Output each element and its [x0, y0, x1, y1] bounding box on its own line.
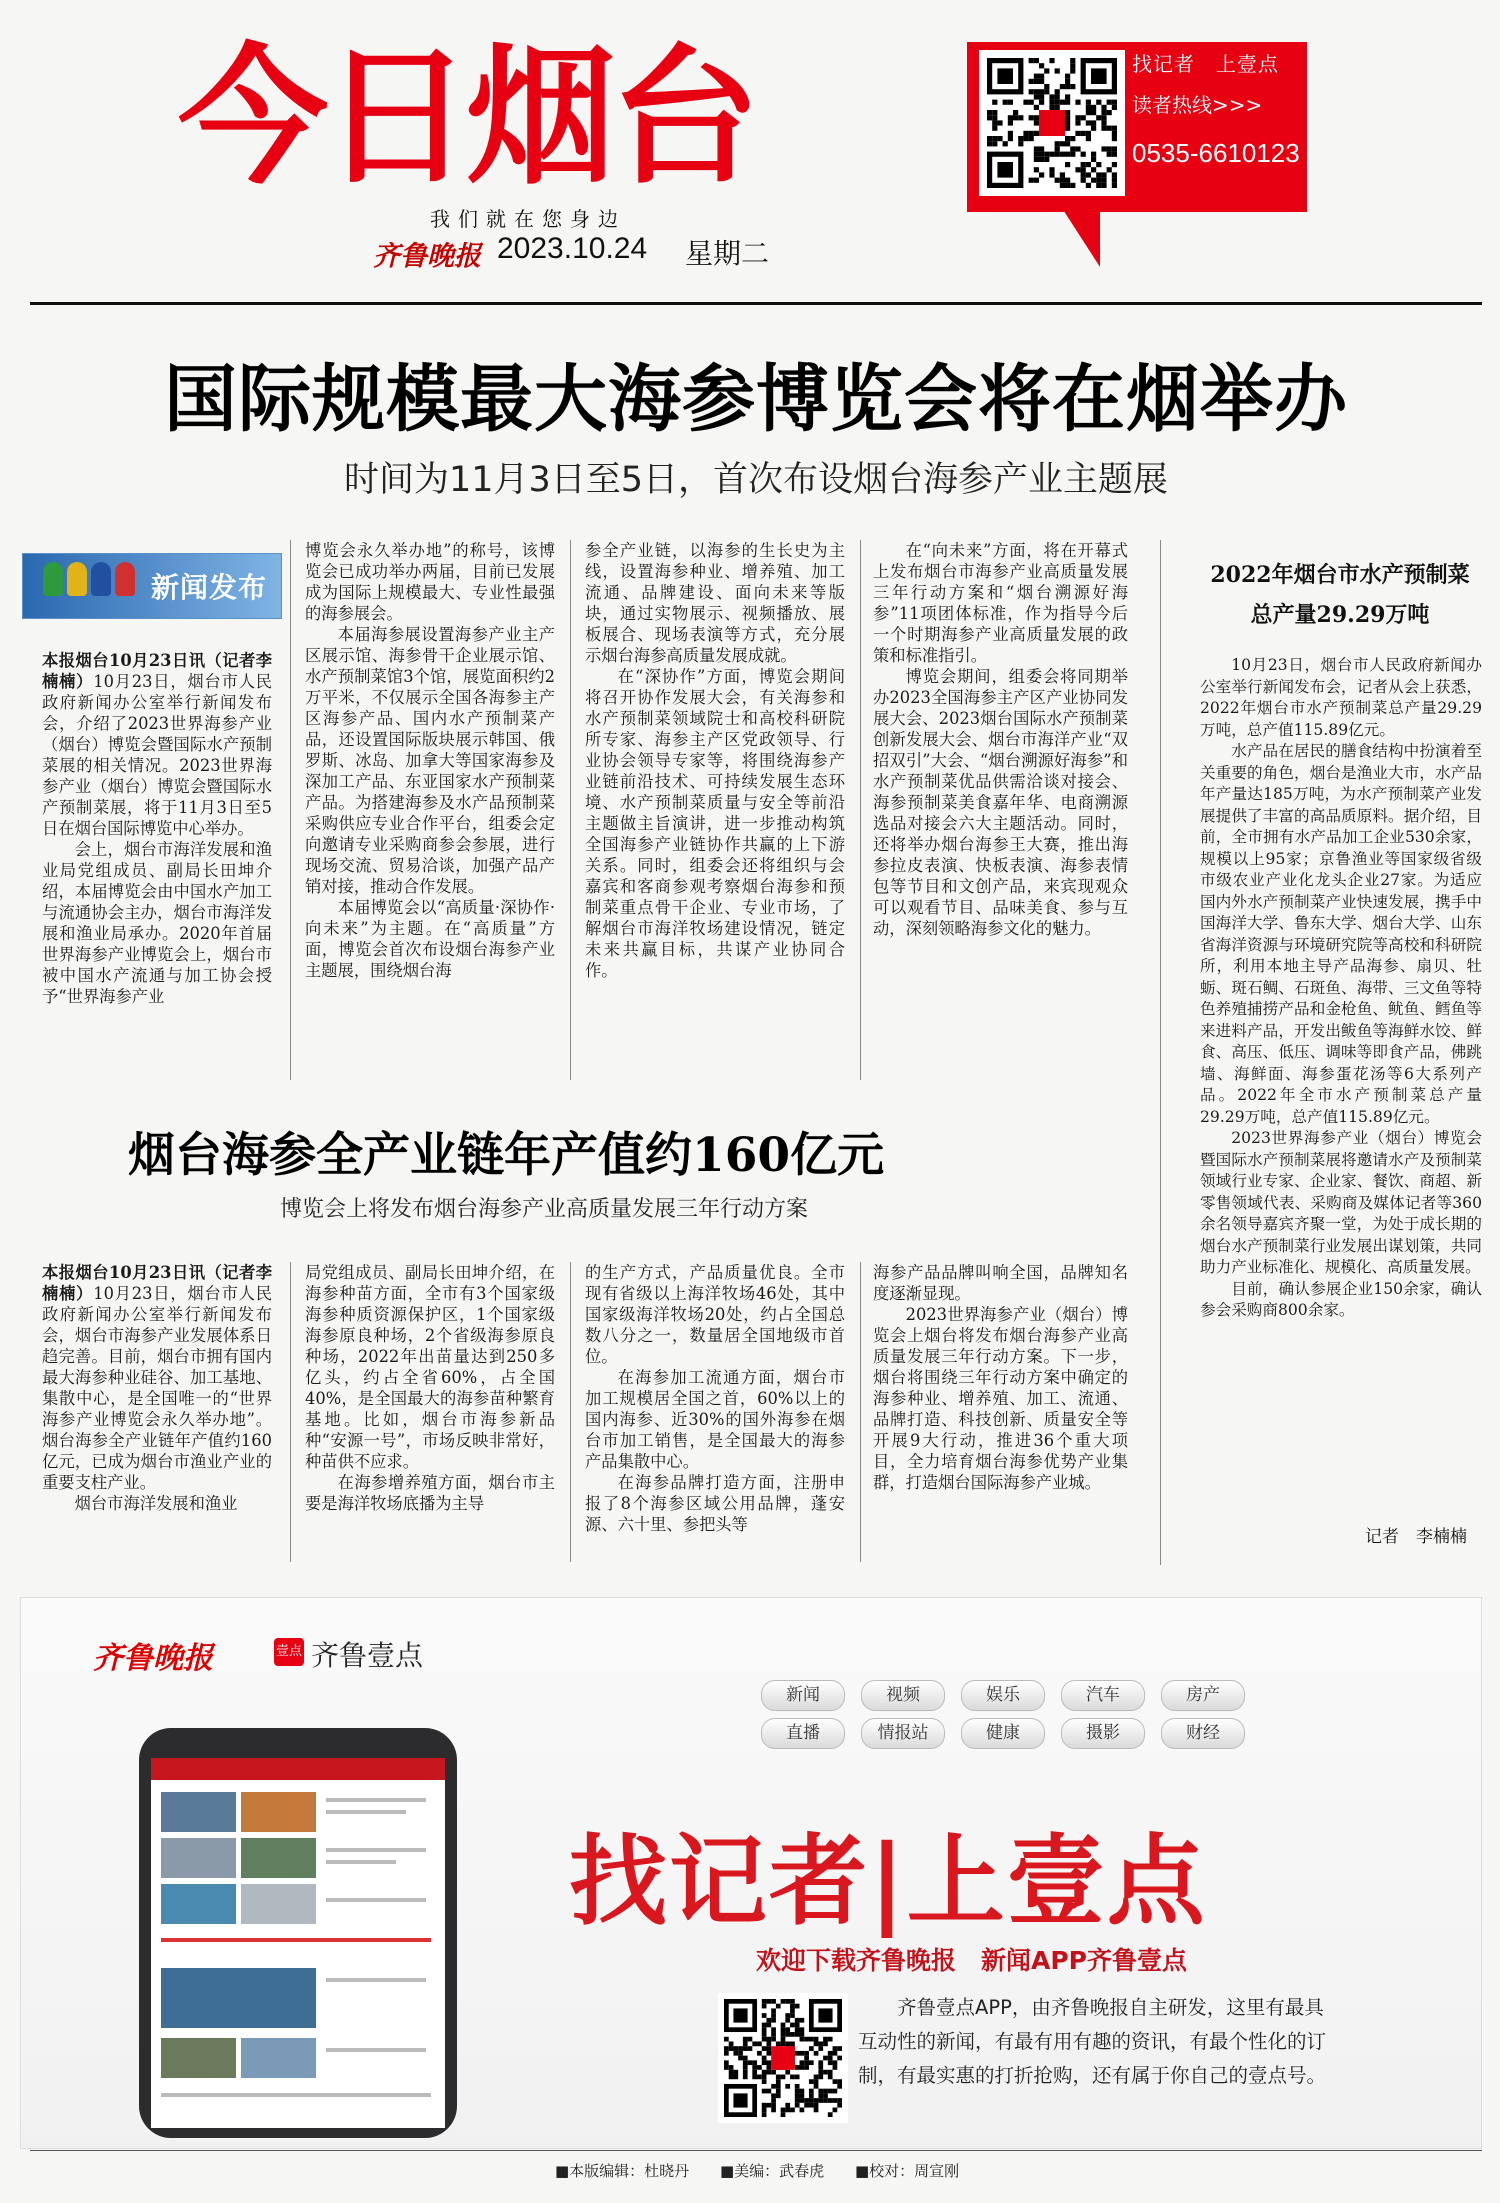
- lead-paragraph: 博览会永久举办地”的称号，该博览会已成功举办两届，目前已发展成为国际上规模最大、专业性最强的海参展会。: [305, 541, 555, 623]
- column-divider: [570, 1262, 571, 1562]
- second-paragraph: 局党组成员、副局长田坤介绍，在海参种苗方面，全市有3个国家级海参种质资源保护区，1个国家级海参原良种场，2个省级海参原良种场，2022年出苗量达到250多亿头，约占全省60%，占全国40%，是全国最大的海参苗种繁育基地。比如，烟台市海参新品种“安源一号”，市场反映非常好，种苗供不应求。: [305, 1263, 555, 1471]
- microphone-icon: [67, 562, 87, 596]
- second-paragraph: 烟台市海洋发展和渔业: [74, 1494, 238, 1513]
- lead-paragraph: 会上，烟台市海洋发展和渔业局党组成员、副局长田坤介绍，本届博览会由中国水产加工与流通协会主办，烟台市海洋发展和渔业局承办。2020年首届世界海参产业博览会上，烟台市被中国水产流通与加工协会授予“世界海参产业: [42, 840, 272, 1006]
- news-thumbnail: [161, 1968, 316, 2028]
- footer-divider: [30, 2150, 1482, 2151]
- lead-paragraph: 本届博览会以“高质量·深协作·向未来”为主题。在“高质量”方面，博览会首次布设烟台海参产业主题展，围绕烟台海: [305, 898, 555, 980]
- lead-paragraph: 10月23日，烟台市人民政府新闻办公室举行新闻发布会，介绍了2023世界海参产业（烟台）博览会暨国际水产预制菜展的相关情况。2023世界海参产业（烟台）博览会暨国际水产预制菜展，将于11月3日至5日在烟台国际博览中心举办。: [42, 672, 272, 838]
- lead-column-1: [42, 650, 272, 1050]
- second-paragraph: 在海参加工流通方面，烟台市加工规模居全国之首，60%以上的国内海参、近30%的国外海参在烟台市加工销售，是全国最大的海参产品集散中心。: [585, 1368, 845, 1471]
- column-divider: [570, 540, 571, 1080]
- column-divider: [290, 1262, 291, 1562]
- column-divider: [860, 540, 861, 1080]
- credit-editor: ■本版编辑：杜晓丹: [555, 2162, 690, 2180]
- sidebar-headline: [1190, 555, 1490, 635]
- second-paragraph: 的生产方式，产品质量优良。全市现有省级以上海洋牧场46处，其中国家级海洋牧场20处，约占全国总数八分之一，数量居全国地级市首位。: [585, 1263, 845, 1366]
- app-qr-code[interactable]: [718, 1993, 848, 2123]
- second-column-2: [305, 1262, 555, 1562]
- news-thumbnail: [241, 2038, 316, 2078]
- second-headline: 烟台海参全产业链年产值约160亿元: [128, 1128, 885, 1183]
- masthead-slogan: 我们就在您身边: [430, 207, 626, 231]
- news-thumbnail: [241, 1838, 316, 1878]
- credit-proofreader: ■校对：周宣刚: [854, 2162, 960, 2180]
- lead-paragraph: 本届海参展设置海参产业主产区展示馆、海参骨干企业展示馆、水产预制菜馆3个馆，展览面积约2万平米，不仅展示全国各海参主产区海参产品、国内水产预制菜产品，还设置国际版块展示韩国、俄罗斯、冰岛、加拿大等国家海参及深加工产品、东亚国家水产预制菜产品。为搭建海参及水产品预制菜采购供应专业合作平台，组委会定向邀请专业采购商参会参展，进行现场交流、贸易洽谈，加强产品产销对接，推动合作发展。: [305, 625, 555, 896]
- paper-logo: 齐鲁晚报: [373, 241, 481, 272]
- lead-column-2: [305, 540, 555, 1080]
- headline-placeholder: [161, 1938, 431, 1942]
- headline-placeholder: [326, 1810, 406, 1814]
- masthead-title: 今日烟台: [178, 31, 755, 205]
- category-button[interactable]: 视频: [861, 1680, 945, 1711]
- issue-date: 2023.10.24: [497, 232, 648, 265]
- lead-headline: 国际规模最大海参博览会将在烟举办: [164, 356, 1348, 442]
- sidebar-column: [1200, 655, 1482, 1517]
- second-column-4: [873, 1262, 1128, 1562]
- second-paragraph: 10月23日，烟台市人民政府新闻办公室举行新闻发布会，烟台市海参产业发展体系日趋完善。目前，烟台市拥有国内最大海参种业硅谷、加工基地、集散中心，是全国唯一的“世界海参产业博览会永久举办地”。烟台海参全产业链年产值约160亿元，已成为烟台市渔业产业的重要支柱产业。: [42, 1284, 272, 1492]
- microphone-icon: [91, 562, 111, 596]
- category-button[interactable]: 直播: [761, 1718, 845, 1749]
- second-paragraph: 海参产品品牌叫响全国，品牌知名度逐渐显现。: [873, 1263, 1128, 1303]
- news-thumbnail: [161, 1838, 236, 1878]
- category-button[interactable]: 新闻: [761, 1680, 845, 1711]
- category-button[interactable]: 健康: [961, 1718, 1045, 1749]
- phone-mockup: [139, 1728, 457, 2138]
- category-button[interactable]: 娱乐: [961, 1680, 1045, 1711]
- sidebar-paragraph: 2023世界海参产业（烟台）博览会暨国际水产预制菜展将邀请水产及预制菜领域行业专家、企业家、餐饮、商超、新零售领域代表、采购商及媒体记者等360余名领导嘉宾齐聚一堂，为处于成长期的烟台水产预制菜行业发展出谋划策，共同助力产业标准化、规模化、高质量发展。: [1200, 1129, 1482, 1276]
- ad-description: [858, 1991, 1338, 2093]
- credits: [555, 2160, 985, 2181]
- lead-paragraph: 在“深协作”方面，博览会期间将召开协作发展大会，有关海参和水产预制菜领域院士和高校科研院所专家、海参主产区党政领导、行业协会领导专家等，将围绕海参产业链前沿技术、可持续发展生态环境、水产预制菜质量与安全等前沿主题做主旨演讲，进一步推动构筑全国海参产业链协作共赢的上下游关系。同时，组委会还将组织与会嘉宾和客商参观考察烟台海参和预制菜重点骨干企业、专业市场，了解烟台市海洋牧场建设情况，链定未来共赢目标，共谋产业协同合作。: [585, 667, 845, 980]
- headline-placeholder: [326, 1860, 396, 1864]
- ad-slogan: 找记者|上壹点: [569, 1825, 1207, 1939]
- phone-screen: [151, 1758, 445, 2128]
- category-button[interactable]: 财经: [1161, 1718, 1245, 1749]
- news-thumbnail: [161, 2038, 236, 2078]
- issue-weekday: 星期二: [685, 237, 770, 270]
- second-paragraph: 在海参品牌打造方面，注册申报了8个海参区域公用品牌，蓬安源、六十里、参把头等: [585, 1473, 845, 1534]
- second-column-1: [42, 1262, 272, 1562]
- microphone-icon: [115, 562, 135, 596]
- sidebar-paragraph: 水产品在居民的膳食结构中扮演着至关重要的角色，烟台是渔业大市，水产品年产量达185万吨，为水产预制菜产业发展提供了丰富的高品质原料。据介绍，目前，全市拥有水产品加工企业530余家，规模以上95家；京鲁渔业等国家级省级市级农业产业化龙头企业27家。为适应国内外水产预制菜产业快速发展，携手中国海洋大学、鲁东大学、烟台大学、山东省海洋资源与环境研究院等高校和科研院所，利用本地主导产品海参、扇贝、牡蛎、斑石鲷、石斑鱼、海带、三文鱼等特色养殖捕捞产品和金枪鱼、鱿鱼、鳕鱼等来进料产品，开发出鲅鱼等海鲜水饺、鲜食、高压、低压、调味等即食产品，佛跳墙、海鲜面、海参蛋花汤等6大系列产品。2022年全市水产预制菜总产量29.29万吨，总产值115.89亿元。: [1200, 742, 1482, 1126]
- qr-code[interactable]: [979, 50, 1125, 196]
- hotline-slogan: 找记者 上壹点: [1132, 52, 1279, 76]
- sidebar-paragraph: 目前，确认参展企业150余家，确认参会采购商800余家。: [1200, 1279, 1482, 1319]
- masthead-divider: [30, 302, 1482, 305]
- category-button[interactable]: 房产: [1161, 1680, 1245, 1711]
- category-button[interactable]: 汽车: [1061, 1680, 1145, 1711]
- news-release-badge: [22, 553, 282, 619]
- sidebar-paragraph: 10月23日，烟台市人民政府新闻办公室举行新闻发布会，记者从会上获悉，2022年烟台市水产预制菜总产量29.29万吨，总产值115.89亿元。: [1200, 656, 1482, 739]
- lead-paragraph: 参全产业链，以海参的生长史为主线，设置海参种业、增养殖、加工流通、品牌建设、面向未来等版块，通过实物展示、视频播放、展板展合、现场表演等方式，充分展示烟台海参高质量发展成就。: [585, 541, 845, 665]
- lead-paragraph: 在“向未来”方面，将在开幕式上发布烟台市海参产业高质量发展三年行动方案和“烟台溯源好海参”11项团体标准，作为指导今后一个时期海参产业高质量发展的政策和标准指引。: [873, 541, 1128, 665]
- news-release-label: 新闻发布: [151, 571, 268, 604]
- headline-placeholder: [326, 1898, 426, 1902]
- ad-description-text: 齐鲁壹点APP，由齐鲁晚报自主研发，这里有最具互动性的新闻，有最有用有趣的资讯，有最个性化的订制，有最实惠的打折抢购，还有属于你自己的壹点号。: [858, 1996, 1327, 2087]
- headline-placeholder: [161, 2093, 431, 2097]
- column-divider: [860, 1262, 861, 1562]
- second-dateline: 本报烟台10月23日讯（记者李楠楠）: [42, 1263, 272, 1303]
- news-thumbnail: [161, 1792, 236, 1832]
- lead-dateline: 本报烟台10月23日讯（记者李楠楠）: [42, 651, 272, 691]
- lead-column-4: [873, 540, 1128, 1080]
- sidebar-byline: 记者 李楠楠: [1365, 1527, 1467, 1547]
- qr-code-icon: [724, 1999, 842, 2117]
- credit-designer: ■美编：武春虎: [719, 2162, 825, 2180]
- lead-column-3: [585, 540, 845, 1080]
- news-thumbnail: [241, 1792, 316, 1832]
- second-subhead: 博览会上将发布烟台海参产业高质量发展三年行动方案: [280, 1197, 809, 1222]
- hotline-text: [1132, 48, 1304, 169]
- lead-subhead: 时间为11月3日至5日，首次布设烟台海参产业主题展: [343, 460, 1169, 500]
- hotline-phone[interactable]: 0535-6610123: [1132, 138, 1300, 168]
- second-paragraph: 2023世界海参产业（烟台）博览会上烟台将发布烟台海参产业高质量发展三年行动方案。下一步，烟台将围绕三年行动方案中确定的海参种业、增养殖、加工、流通、品牌打造、科技创新、质量安全等开展9大行动，推进36个重大项目，全力培育烟台海参优势产业集群，打造烟台国际海参产业城。: [873, 1305, 1128, 1492]
- category-button[interactable]: 情报站: [861, 1718, 945, 1749]
- ad-download-prompt: 欢迎下载齐鲁晚报 新闻APP齐鲁壹点: [756, 1946, 1187, 1975]
- category-button[interactable]: 摄影: [1061, 1718, 1145, 1749]
- headline-placeholder: [326, 1978, 426, 1982]
- ad-paper-logo: 齐鲁晚报: [93, 1641, 213, 1676]
- microphone-icon: [43, 562, 63, 596]
- sidebar-headline-line: 总产量29.29万吨: [1250, 602, 1430, 628]
- app-advertisement[interactable]: [20, 1597, 1482, 2149]
- speech-bubble-tail: [1060, 205, 1100, 267]
- headline-placeholder: [326, 2048, 426, 2052]
- sidebar-headline-line: 2022年烟台市水产预制菜: [1210, 562, 1470, 588]
- column-divider: [290, 540, 291, 1080]
- lead-paragraph: 博览会期间，组委会将同期举办2023全国海参主产区产业协同发展大会、2023烟台国际水产预制菜创新发展大会、烟台市海洋产业“双招双引”大会、“烟台溯源好海参”和水产预制菜优品供需洽谈对接会、海参预制菜美食嘉年华、电商溯源选品对接会六大主题活动。同时，还将举办烟台海参王大赛，推出海参拉皮表演、快板表演、海参表情包等节目和文创产品，来宾现观众可以观看节目、品味美食、参与互动，深刻领略海参文化的魅力。: [873, 667, 1128, 938]
- headline-placeholder: [326, 1848, 426, 1852]
- news-thumbnail: [161, 1884, 236, 1924]
- qr-code-icon: [987, 58, 1117, 188]
- ad-app-name: 齐鲁壹点: [311, 1639, 424, 1672]
- app-header-bar: [151, 1758, 445, 1780]
- headline-placeholder: [326, 1798, 426, 1802]
- second-column-3: [585, 1262, 845, 1562]
- column-divider: [1160, 540, 1161, 1565]
- news-thumbnail: [241, 1884, 316, 1924]
- second-paragraph: 在海参增养殖方面，烟台市主要是海洋牧场底播为主导: [305, 1473, 555, 1513]
- hotline-label: 读者热线>>>: [1132, 93, 1263, 117]
- app-icon: 壹点: [274, 1638, 304, 1666]
